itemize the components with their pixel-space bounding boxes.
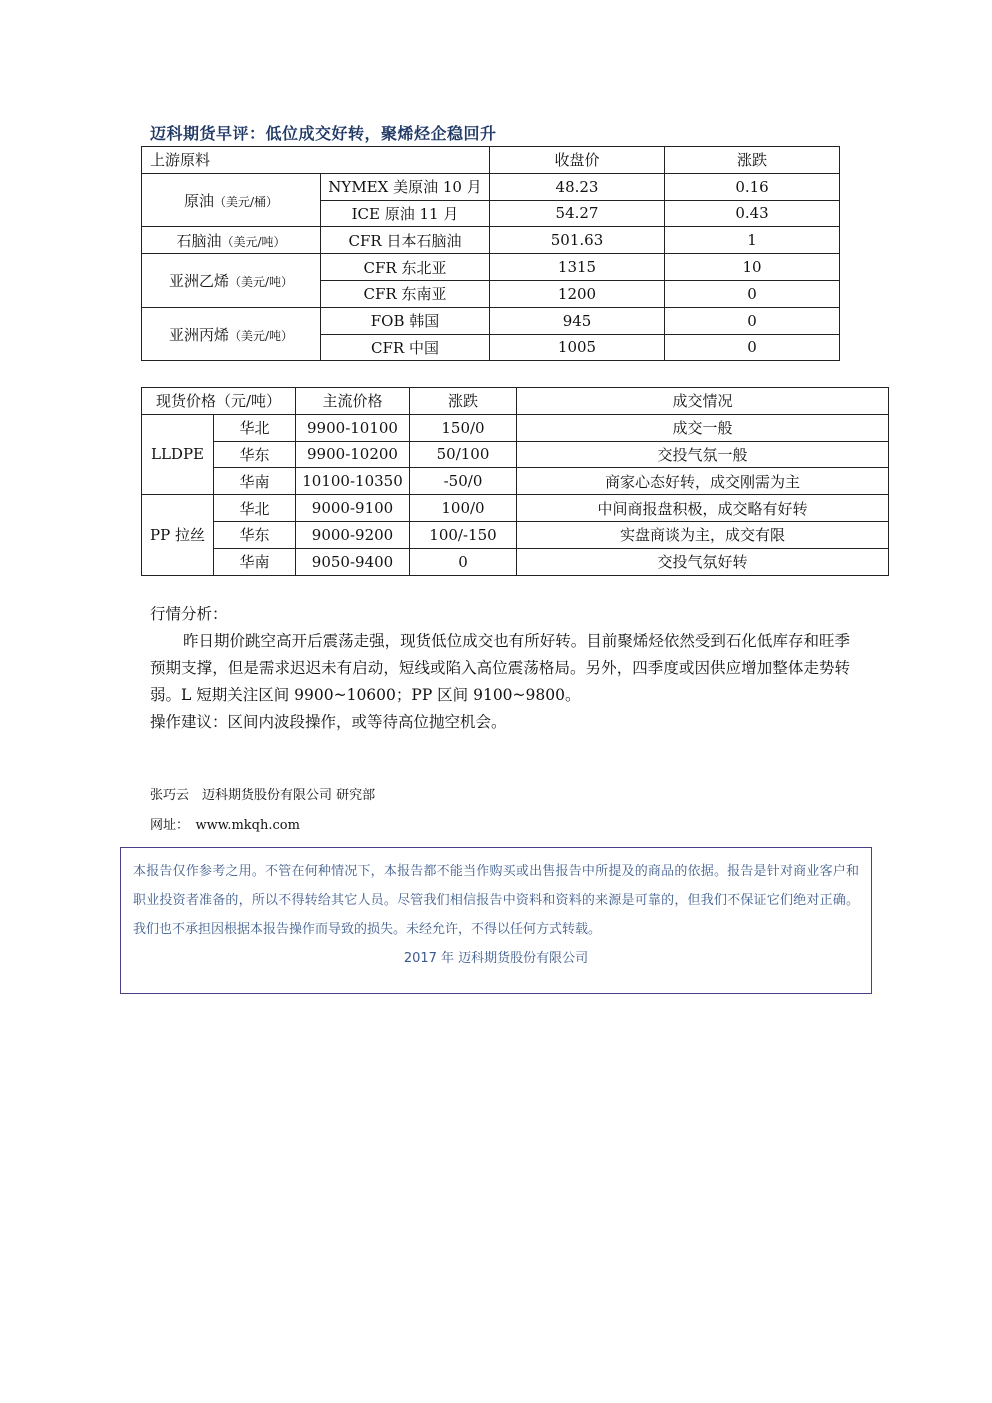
change-cell: 0 (665, 307, 840, 334)
header-change: 涨跌 (410, 388, 517, 415)
table-row (142, 548, 889, 575)
price-cell: 54.27 (490, 200, 665, 227)
status-cell: 交投气氛好转 (517, 548, 889, 575)
header-main-price: 主流价格 (296, 388, 410, 415)
market-cell: FOB 韩国 (321, 307, 490, 334)
table-row (142, 495, 889, 522)
price-cell: 1005 (490, 334, 665, 361)
price-cell: 9050-9400 (296, 548, 410, 575)
group-naphtha: 石脑油（美元/吨） (142, 227, 321, 254)
header-change: 涨跌 (665, 147, 840, 174)
table-row (142, 173, 840, 200)
status-cell: 实盘商谈为主，成交有限 (517, 521, 889, 548)
change-cell: 0 (410, 548, 517, 575)
region-cell: 华东 (214, 521, 296, 548)
change-cell: 150/0 (410, 414, 517, 441)
region-cell: 华南 (214, 468, 296, 495)
price-cell: 1200 (490, 280, 665, 307)
change-cell: 0.43 (665, 200, 840, 227)
header-close-price: 收盘价 (490, 147, 665, 174)
group-asia-propylene: 亚洲丙烯（美元/吨） (142, 307, 321, 361)
price-cell: 9000-9100 (296, 495, 410, 522)
market-cell: CFR 日本石脑油 (321, 227, 490, 254)
change-cell: 100/-150 (410, 521, 517, 548)
change-cell: 0.16 (665, 173, 840, 200)
market-cell: CFR 东南亚 (321, 280, 490, 307)
region-cell: 华北 (214, 495, 296, 522)
status-cell: 交投气氛一般 (517, 441, 889, 468)
table-header-row (142, 147, 840, 174)
market-cell: ICE 原油 11 月 (321, 200, 490, 227)
market-cell: NYMEX 美原油 10 月 (321, 173, 490, 200)
disclaimer-text: 本报告仅作参考之用。不管在何种情况下，本报告都不能当作购买或出售报告中所提及的商品的依据。报告是针对商业客户和职业投资者准备的，所以不得转给其它人员。尽管我们相信报告中资料和资料的来源是可靠的，但我们不保证它们绝对正确。我们也不承担因根据本报告操作而导致的损失。未经允许，不得以任何方式转载。 (133, 864, 859, 937)
price-cell: 10100-10350 (296, 468, 410, 495)
table-row (142, 468, 889, 495)
copyright-line: 2017 年 迈科期货股份有限公司 (403, 951, 589, 966)
header-spot-price: 现货价格（元/吨） (142, 388, 296, 415)
spot-price-table (141, 387, 889, 576)
analysis-heading: 行情分析： (150, 605, 228, 623)
status-cell: 商家心态好转，成交刚需为主 (517, 468, 889, 495)
price-cell: 945 (490, 307, 665, 334)
analysis-body: 昨日期价跳空高开后震荡走强，现货低位成交也有所好转。目前聚烯烃依然受到石化低库存和旺季预期支撑，但是需求迟迟未有启动，短线或陷入高位震荡格局。另外，四季度或因供应增加整体走势转弱。L 短期关注区间 9900~10600；PP 区间 9100~9800。 (150, 632, 850, 704)
status-cell: 成交一般 (517, 414, 889, 441)
price-cell: 9000-9200 (296, 521, 410, 548)
table-header-row (142, 388, 889, 415)
header-upstream: 上游原料 (142, 147, 490, 174)
upstream-materials-table (141, 146, 840, 361)
price-cell: 1315 (490, 254, 665, 281)
group-pp: PP 拉丝 (142, 495, 214, 575)
region-cell: 华东 (214, 441, 296, 468)
change-cell: 50/100 (410, 441, 517, 468)
market-analysis (150, 601, 850, 736)
region-cell: 华北 (214, 414, 296, 441)
header-trade-status: 成交情况 (517, 388, 889, 415)
status-cell: 中间商报盘积极，成交略有好转 (517, 495, 889, 522)
change-cell: -50/0 (410, 468, 517, 495)
group-crude-oil: 原油（美元/桶） (142, 173, 321, 227)
author-line: 张巧云 迈科期货股份有限公司 研究部 (150, 788, 376, 803)
group-asia-ethylene: 亚洲乙烯（美元/吨） (142, 254, 321, 308)
report-title: 迈科期货早评：低位成交好转，聚烯烃企稳回升 (150, 124, 497, 143)
table-row (142, 521, 889, 548)
change-cell: 0 (665, 334, 840, 361)
table-row (142, 254, 840, 281)
price-cell: 9900-10100 (296, 414, 410, 441)
table-row (142, 441, 889, 468)
change-cell: 100/0 (410, 495, 517, 522)
price-cell: 9900-10200 (296, 441, 410, 468)
market-cell: CFR 中国 (321, 334, 490, 361)
table-row (142, 414, 889, 441)
price-cell: 501.63 (490, 227, 665, 254)
website-line: 网址： www.mkqh.com (150, 818, 300, 833)
table-row (142, 307, 840, 334)
market-cell: CFR 东北亚 (321, 254, 490, 281)
group-lldpe: LLDPE (142, 414, 214, 494)
region-cell: 华南 (214, 548, 296, 575)
change-cell: 1 (665, 227, 840, 254)
disclaimer-box (120, 847, 872, 994)
price-cell: 48.23 (490, 173, 665, 200)
change-cell: 0 (665, 280, 840, 307)
change-cell: 10 (665, 254, 840, 281)
table-row (142, 227, 840, 254)
operation-suggestion: 操作建议：区间内波段操作，或等待高位抛空机会。 (150, 713, 507, 731)
